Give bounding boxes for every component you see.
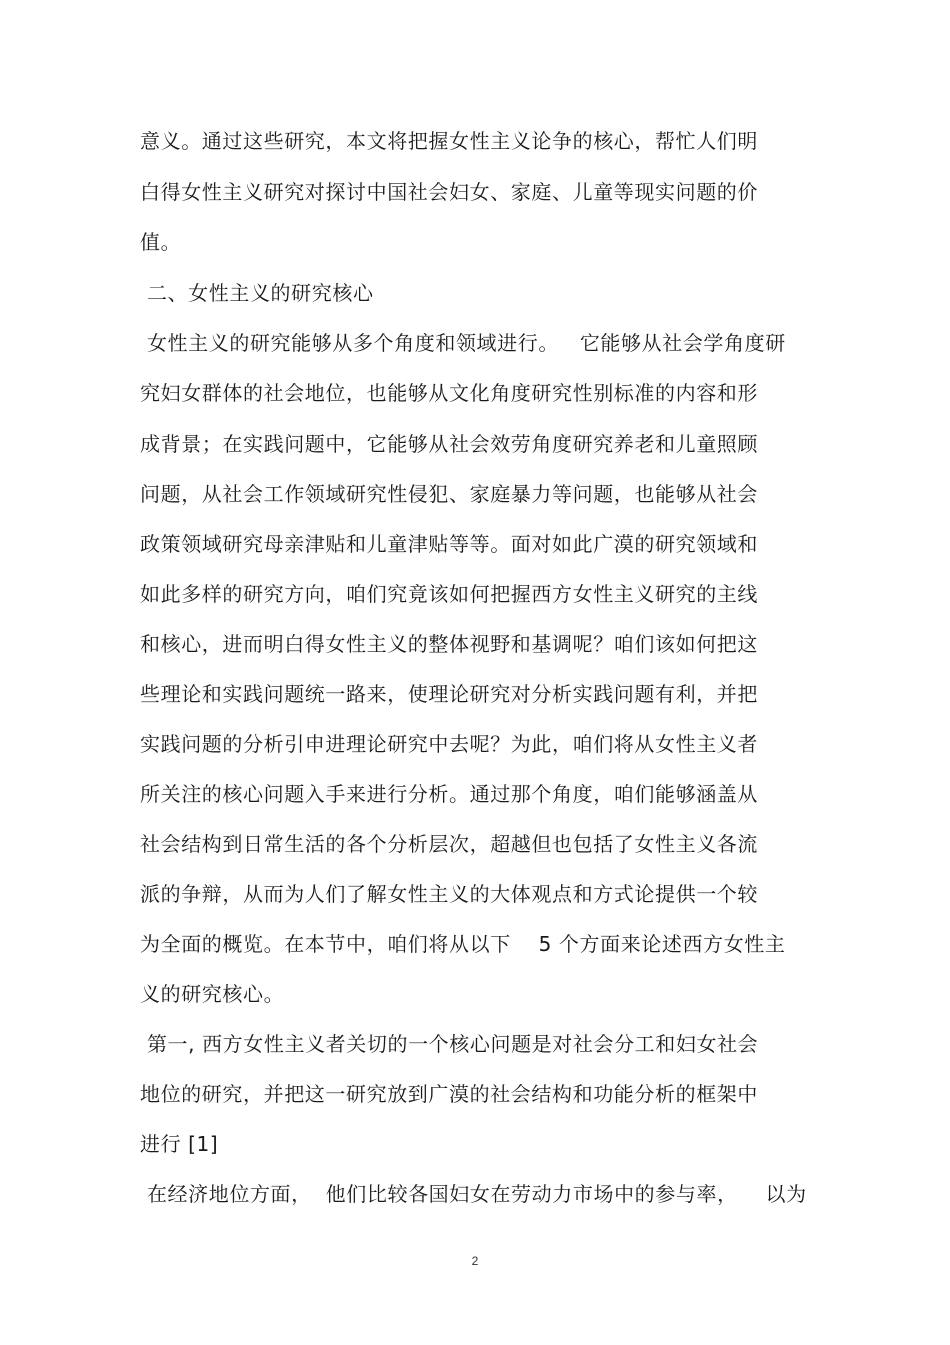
text-line: 在经济地位方面， 他们比较各国妇女在劳动力市场中的参与率， 以为 bbox=[140, 1182, 807, 1206]
text-line: 进行 [1] bbox=[140, 1132, 219, 1156]
text-line: 和核心，进而明白得女性主义的整体视野和基调呢？咱们该如何把这 bbox=[140, 632, 758, 656]
text-line: 女性主义的研究能够从多个角度和领域进行。 它能够从社会学角度研 bbox=[140, 331, 786, 355]
text-line: 白得女性主义研究对探讨中国社会妇女、家庭、儿童等现实问题的价 bbox=[140, 180, 758, 204]
page-number: 2 bbox=[471, 1254, 479, 1268]
text-line: 成背景；在实践问题中，它能够从社会效劳角度研究养老和儿童照顾 bbox=[140, 432, 758, 456]
text-line: 究妇女群体的社会地位，也能够从文化角度研究性别标准的内容和形 bbox=[140, 381, 758, 405]
text-line: 问题，从社会工作领域研究性侵犯、家庭暴力等问题，也能够从社会 bbox=[140, 482, 758, 506]
text-line: 实践问题的分析引申进理论研究中去呢？为此，咱们将从女性主义者 bbox=[140, 732, 758, 756]
text-line: 为全面的概览。在本节中，咱们将从以下 5 个方面来论述西方女性主 bbox=[140, 932, 786, 956]
text-line: 政策领域研究母亲津贴和儿童津贴等等。面对如此广漠的研究领域和 bbox=[140, 532, 758, 556]
text-line: 所关注的核心问题入手来进行分析。通过那个角度，咱们能够涵盖从 bbox=[140, 782, 758, 806]
text-line: 义的研究核心。 bbox=[140, 982, 285, 1006]
text-line: 如此多样的研究方向，咱们究竟该如何把握西方女性主义研究的主线 bbox=[140, 582, 758, 606]
text-line: 意义。通过这些研究，本文将把握女性主义论争的核心，帮忙人们明 bbox=[140, 129, 758, 153]
text-line: 值。 bbox=[140, 230, 182, 254]
text-line: 社会结构到日常生活的各个分析层次，超越但也包括了女性主义各流 bbox=[140, 832, 758, 856]
text-line: 派的争辩，从而为人们了解女性主义的大体观点和方式论提供一个较 bbox=[140, 882, 758, 906]
section-heading: 二、女性主义的研究核心 bbox=[140, 281, 374, 305]
text-line: 些理论和实践问题统一路来，使理论研究对分析实践问题有利，并把 bbox=[140, 682, 758, 706]
text-line: 第一, 西方女性主义者关切的一个核心问题是对社会分工和妇女社会 bbox=[140, 1032, 759, 1056]
text-line: 地位的研究，并把这一研究放到广漠的社会结构和功能分析的框架中 bbox=[140, 1082, 758, 1106]
